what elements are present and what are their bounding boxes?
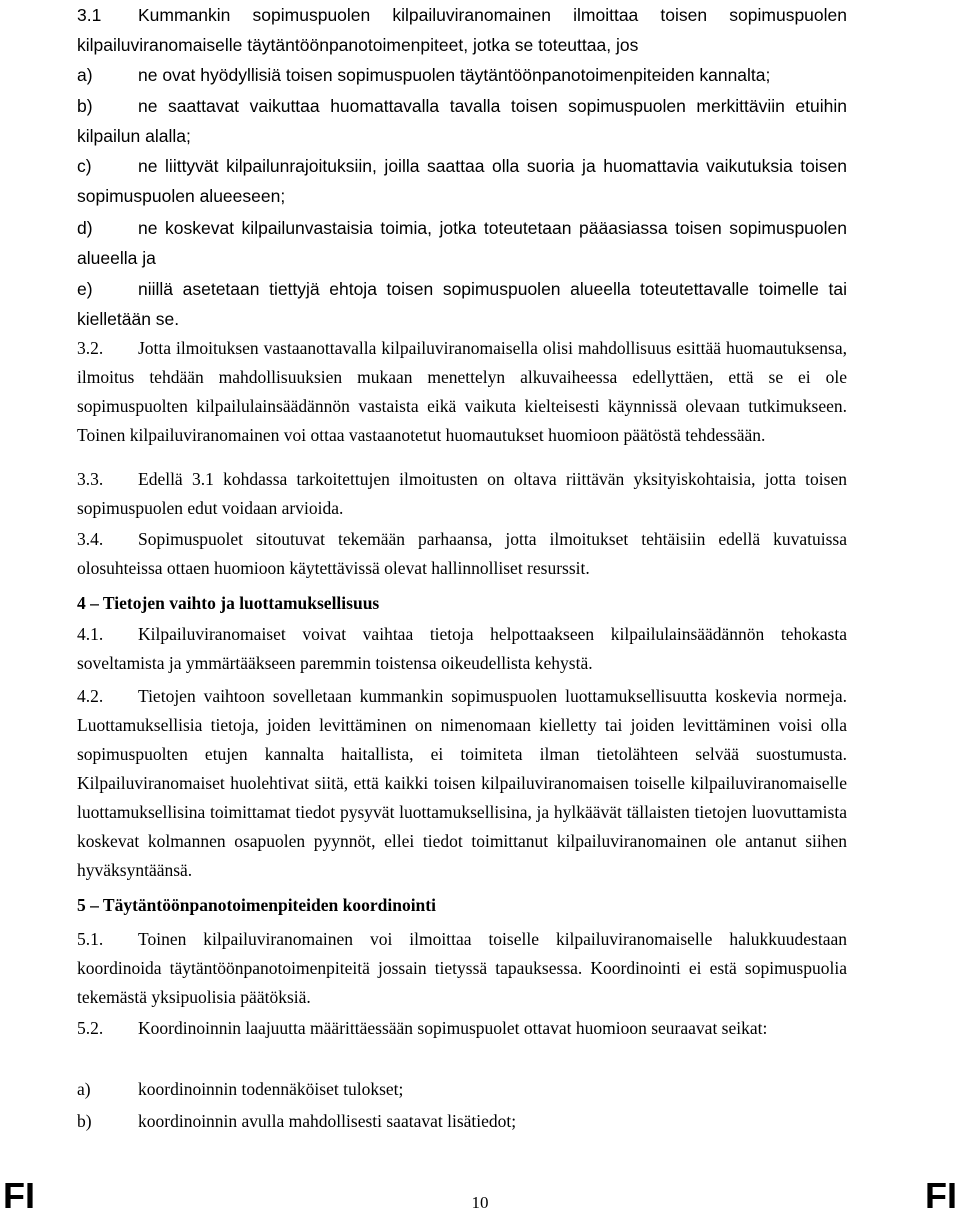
section-number: 3.4.: [77, 529, 104, 549]
section-number: 4.1.: [77, 624, 104, 644]
list-item-a: [77, 60, 847, 90]
section-4-2: [77, 682, 847, 885]
paragraph-text: Toinen kilpailuviranomainen voi ilmoittaa toiselle kilpailuviranomaiselle halukkuudestaan koordinoida täytäntöönpanotoimenpiteitä jossain tietyssä tapauksessa. Koordinointi ei estä sopimuspuolia tekemästä yksipuolisia päätöksiä.: [77, 929, 847, 1007]
list-text: ne koskevat kilpailunvastaisia toimia, jotka toteutetaan pääasiassa toisen sopimuspuolen alueella ja: [77, 218, 847, 268]
section-5-1: [77, 925, 847, 1012]
section-number: 5.1.: [77, 929, 104, 949]
section-3-3: [77, 465, 847, 523]
paragraph-text: Kummankin sopimuspuolen kilpailuviranomainen ilmoittaa toisen sopimuspuolen kilpailuviranomaiselle täytäntöönpanotoimenpiteet, jotka se toteuttaa, jos: [77, 5, 847, 55]
section-number: 3.1: [77, 5, 102, 25]
list-text: ne ovat hyödyllisiä toisen sopimuspuolen täytäntöönpanotoimenpiteiden kannalta;: [138, 65, 771, 85]
section-number: 3.3.: [77, 469, 104, 489]
section-3-2: [77, 334, 847, 450]
paragraph-text: Koordinoinnin laajuutta määrittäessään sopimuspuolet ottavat huomioon seuraavat seikat:: [138, 1018, 768, 1038]
list-text: ne liittyvät kilpailunrajoituksiin, joilla saattaa olla suoria ja huomattavia vaikutuksia toisen sopimuspuolen alueeseen;: [77, 156, 847, 206]
list-text: ne saattavat vaikuttaa huomattavalla tavalla toisen sopimuspuolen merkittäviin etuihin kilpailun alalla;: [77, 96, 847, 146]
paragraph-text: Sopimuspuolet sitoutuvat tekemään parhaansa, jotta ilmoitukset tehtäisiin edellä kuvatuissa olosuhteissa ottaen huomioon käytettävissä olevat hallinnolliset resurssit.: [77, 529, 847, 578]
list-label: a): [77, 65, 93, 85]
list-label: a): [77, 1079, 91, 1099]
section-3-4: [77, 525, 847, 583]
list-item-a: [77, 1075, 847, 1104]
list-item-e: [77, 274, 847, 334]
section-4-1: [77, 620, 847, 678]
list-label: d): [77, 218, 93, 238]
paragraph-text: Kilpailuviranomaiset voivat vaihtaa tietoja helpottaakseen kilpailulainsäädännön tehokasta soveltamista ja ymmärtääkseen paremmin toistensa oikeudellista kehystä.: [77, 624, 847, 673]
section-heading: 4 – Tietojen vaihto ja luottamuksellisuus: [77, 593, 380, 613]
section-heading: 5 – Täytäntöönpanotoimenpiteiden koordinointi: [77, 895, 436, 915]
section-5-2: [77, 1014, 847, 1043]
list-label: c): [77, 156, 92, 176]
list-text: koordinoinnin avulla mahdollisesti saatavat lisätiedot;: [138, 1111, 517, 1131]
list-label: b): [77, 1111, 92, 1131]
footer-language-left: FI: [3, 1175, 35, 1216]
heading-5: [77, 891, 847, 920]
list-label: b): [77, 96, 93, 116]
paragraph-text: Jotta ilmoituksen vastaanottavalla kilpailuviranomaisella olisi mahdollisuus esittää huomautuksensa, ilmoitus tehdään mahdollisuuksien mukaan menettelyn alkuvaiheessa edellyttäen, että se ei ole sopimuspuolten kilpailulainsäädännön vastaista eikä vaikuta kielteisesti käynnissä olevaan tutkimukseen. Toinen kilpailuviranomainen voi ottaa vastaanotetut huomautukset huomioon päätöstä tehdessään.: [77, 338, 847, 445]
section-number: 3.2.: [77, 338, 104, 358]
list-label: e): [77, 279, 93, 299]
list-item-c: [77, 151, 847, 211]
list-text: koordinoinnin todennäköiset tulokset;: [138, 1079, 404, 1099]
page-number: 10: [471, 1193, 489, 1212]
paragraph-text: Tietojen vaihtoon sovelletaan kummankin sopimuspuolen luottamuksellisuutta koskevia normeja. Luottamuksellisia tietoja, joiden levittäminen on nimenomaan kielletty tai joiden levittäminen voisi olla sopimuspuolten etujen kannalta haitallista, ei toimiteta ilman tietolähteen selvää suostumusta. Kilpailuviranomaiset huolehtivat siitä, että kaikki toisen kilpailuviranomaisen toiselle kilpailuviranomaiselle luottamuksellisina toimittamat tiedot pysyvät luottamuksellisina, ja hylkäävät tällaisten tietojen luovuttamista koskevat kolmannen osapuolen pyynnöt, ellei tiedot toimittanut kilpailuviranomainen ole antanut siihen hyväksyntäänsä.: [77, 686, 847, 880]
list-item-b: [77, 1107, 847, 1136]
list-item-b: [77, 91, 847, 151]
heading-4: [77, 589, 847, 618]
footer-language-right: FI: [925, 1175, 957, 1216]
list-text: niillä asetetaan tiettyjä ehtoja toisen sopimuspuolen alueella toteutettavalle toimelle tai kielletään se.: [77, 279, 847, 329]
section-number: 5.2.: [77, 1018, 104, 1038]
list-item-d: [77, 213, 847, 273]
section-3-1: [77, 0, 847, 60]
paragraph-text: Edellä 3.1 kohdassa tarkoitettujen ilmoitusten on oltava riittävän yksityiskohtaisia, jotta toisen sopimuspuolen edut voidaan arvioida.: [77, 469, 847, 518]
section-number: 4.2.: [77, 686, 104, 706]
